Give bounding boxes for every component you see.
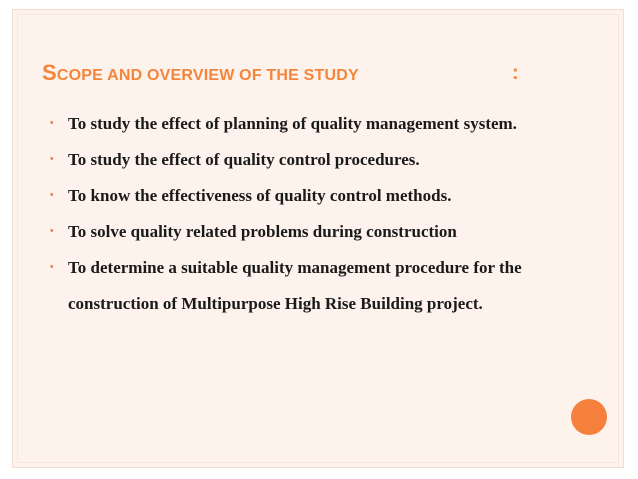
bullet-dot-icon: • [50,190,54,201]
bullet-item [42,178,582,214]
bullet-dot-icon: • [50,262,54,273]
bullet-item [42,250,582,322]
bullet-item [42,142,582,178]
title-separator: : [512,62,519,84]
bullet-dot-icon: • [50,118,54,129]
decorative-circle-icon [571,399,607,435]
bullet-dot-icon: • [50,226,54,237]
slide-title: SCOPE AND OVERVIEW OF THE STUDY [42,60,359,85]
bullet-text: To know the effectiveness of quality control methods. [68,186,452,205]
bullet-text: To study the effect of quality control procedures. [68,150,420,169]
bullet-list [42,106,582,322]
bullet-item [42,106,582,142]
bullet-text: To determine a suitable quality management procedure for the construction of Multipurpose High Rise Building project. [68,258,522,313]
bullet-text: To study the effect of planning of quality management system. [68,114,517,133]
bullet-item [42,214,582,250]
bullet-dot-icon: • [50,154,54,165]
bullet-text: To solve quality related problems during construction [68,222,457,241]
